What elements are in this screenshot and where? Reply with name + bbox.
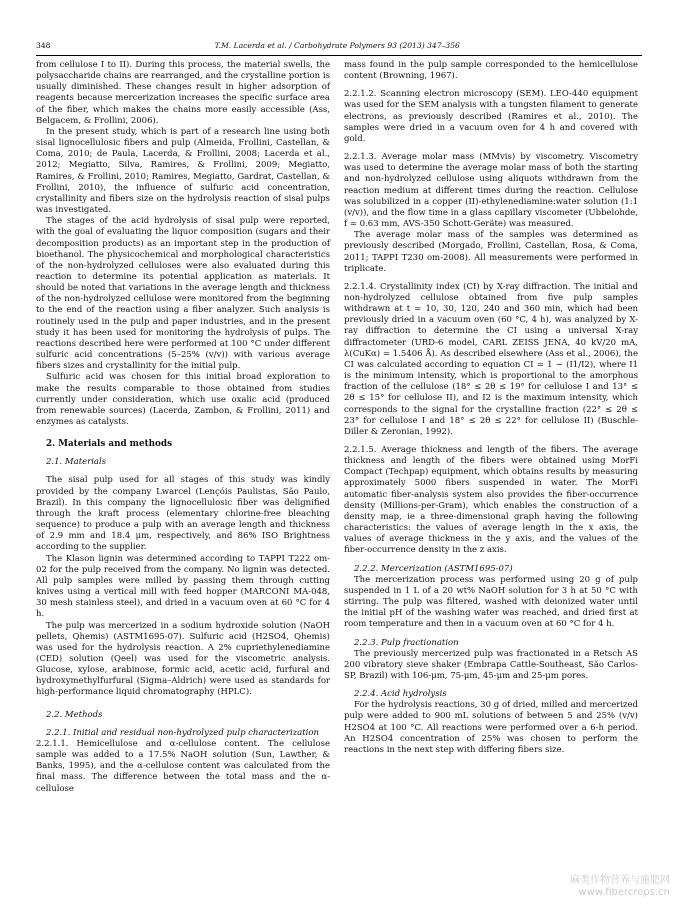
watermark-line: www.fibercrops.cn [578,887,670,898]
paragraph: mass found in the pulp sample corresponded to the hemicellulose content (Browning, 1967). [344,60,638,82]
subsection-heading: 2.1. Materials [46,457,107,468]
paragraph: The sisal pulp used for all stages of this study was kindly provided by the company Lwarcel (Lençóis Paulistas, São Paulo, Brazil). In this company the lignocellulosic fiber was delignified through the kraft process (elementary chlorine-free bleaching sequence) to produce a pulp with an average length and thickness of 2.9 mm and 18.4 μm, respectively, and 86% ISO Brightness according to the supplier. [36,475,330,553]
paragraph: The average molar mass of the samples was determined as previously described (Morgado, Frollini, Castellan, Rosa, & Coma, 2011; TAPPI T230 om-2008). All measurements were performed in triplicate. [344,230,638,274]
section-heading: 2. Materials and methods [46,439,173,450]
spacer [344,557,638,564]
watermark-line: 麻类作物营养与施肥网 [570,875,670,886]
paragraph: In the present study, which is part of a research line using both sisal lignocellulosic fibers and pulp (Almeida, Frollini, Castellan, & Coma, 2010; de Paula, Lacerda, & Frollini, 2008; Lacerda et al., 2012; Megiatto, Silva, Ramires, & Frollini, 2009; Megiatto, Ramires, & Frollini, 2010; Ramires, Megiatto, Gardrat, Castellan, & Frollini, 2010), the influence of sulfuric acid concentration, crystallinity and fibers size on the hydrolysis reaction of sisal pulps was investigated. [36,126,330,216]
subsubsection-heading: 2.2.3. Pulp fractionation [354,637,459,648]
subsection-heading: 2.2. Methods [46,709,103,720]
paragraph: The mercerization process was performed using 20 g of pulp suspended in 1 L of a 20 wt% NaOH solution for 3 h at 50 °C with stirring. The pulp was filtered, washed with deionized water until the initial pH of the washing water was reached, and dried first at room temperature and then in a vacuum oven at 60 °C for 4 h. [344,574,638,630]
paragraph: The previously mercerized pulp was fractionated in a Retsch AS 200 vibratory sieve shaker (Embrapa Cattle-Southeast, São Carlos-SP, Brazil) with 106-μm, 75-μm, 45-μm and 25-μm pores. [344,648,638,681]
spacer [344,275,638,282]
page-number: 348 [36,40,51,50]
left-column [36,60,330,795]
spacer [36,450,330,457]
paragraph: The Klason lignin was determined according to TAPPI T222 om-02 for the pulp received from the company. No lignin was detected. All pulp samples were milled by passing them through cutting knives using a vertical mill with feed hopper (MARCONI MA-048, 30 mesh stainless steel), and dried in a vacuum oven at 60 °C for 4 h. [36,553,330,620]
running-header [36,38,642,56]
subsubsection-heading: 2.2.4. Acid hydrolysis [354,689,447,700]
spacer [344,631,638,638]
right-column [344,60,638,756]
paragraph: The stages of the acid hydrolysis of sisal pulp were reported, with the goal of evaluating the liquor composition (sugars and their decomposition products) as an important step in the production of bioethanol. The physicochemical and morphological characteristics of the non-hydrolyzed celluloses were also evaluated during this reaction to determine its potential application as materials. It should be noted that variations in the average length and thickness of the non-hydrolyzed cellulose were monitored from the beginning to the end of the reaction using a fiber analyzer. Such analysis is routinely used in the pulp and paper industries, and in the present study it has been used for monitoring the hydrolysis of pulps. The reactions described here were performed at 100 °C under different sulfuric acid concentrations (5–25% (v/v)) with various average fibers sizes and crystallinity for the initial pulp. [36,216,330,372]
paragraph: For the hydrolysis reactions, 30 g of dried, milled and mercerized pulp were added to 900 mL solutions of between 5 and 25% (v/v) H2SO4 at 100 °C. All reactions were performed over a 6-h period. An H2SO4 concentration of 25% was chosen to perform the reactions in the next step with differing fibers size. [344,700,638,755]
paragraph: 2.2.1.1. Hemicellulose and α-cellulose content. The cellulose sample was added to a 17.5% NaOH solution (Sun, Lawther, & Banks, 1995), and the α-cellulose content was calculated from the final mass. The difference between the total mass and the α-cellulose [36,738,330,794]
paragraph: The pulp was mercerized in a sodium hydroxide solution (NaOH pellets, Qhemis) (ASTM1695-07). Sulfuric acid (H2SO4, Qhemis) was used for the hydrolysis reaction. A 2% cupriethylenediamine (CED) solution (Qeel) was used for the viscometric analysis. Glucose, xylose, arabinose, formic acid, acetic acid, furfural and hydroxymethylfurfural (Sigma–Aldrich) were used as standards for high-performance liquid chromatography (HPLC). [36,620,330,698]
paragraph: 2.2.1.4. Crystallinity index (CI) by X-ray diffraction. The initial and non-hydrolyzed cellulose obtained from five pulp samples withdrawn at t = 10, 30, 120, 240 and 360 min, which had been previously dried in a vacuum oven (60 °C, 4 h), was analyzed by X-ray diffraction to determine the CI using a universal X-ray diffractometer (URD-6 model, CARL ZEISS JENA, 40 kV/20 mA, λ(CuKα) = 1.5406 Å). As described elsewhere (Ass et al., 2006), the CI was calculated according to equation CI = 1 − (I1/I2), where I1 is the minimum intensity, which is proportional to the amorphous fraction of the cellulose (18° ≤ 2θ ≤ 19° for cellulose I and 13° ≤ 2θ ≤ 15° for cellulose II), and I2 is the maximum intensity, which corresponds to the signal for the crystalline fraction (22° ≤ 2θ ≤ 23° for cellulose I and 18° ≤ 2θ ≤ 22° for cellulose II) (Buschle-Diller & Zeronian, 1992). [344,281,638,437]
subsubsection-heading: 2.2.2. Mercerization (ASTM1695-07) [354,563,513,574]
paragraph: 2.2.1.2. Scanning electron microscopy (SEM). LEO-440 equipment was used for the SEM analysis with a tungsten filament to generate electrons, as previously described (Ramires et al., 2010). The samples were dried in a vacuum oven for 4 h and covered with gold. [344,89,638,144]
spacer [344,438,638,445]
spacer [36,468,330,475]
spacer [36,721,330,728]
running-title: T.M. Lacerda et al. / Carbohydrate Polymers 93 (2013) 347–356 [214,40,460,50]
paragraph: 2.2.1.3. Average molar mass (MMvis) by viscometry. Viscometry was used to determine the average molar mass of both the starting and non-hydrolyzed cellulose using aliquots withdrawn from the reaction medium at different times during the reaction. Cellulose was solubilized in a copper (II)-ethylenediamine:water solution (1:1 (v/v)), and the flow time in a glass capillary viscometer (Ubbelohde, f = 0.63 mm, AVS-350 Schott-Geräte) was measured. [344,152,638,230]
spacer [36,428,330,439]
watermark [570,875,670,899]
paragraph: from cellulose I to II). During this process, the material swells, the polysaccharide chains are rearranged, and the crystalline portion is usually diminished. These changes result in higher adsorption of reagents because mercerization increases the specific surface area of the fiber, which makes the chains more easily accessible (Ass, Belgacem, & Frollini, 2006). [36,60,330,126]
spacer [36,699,330,710]
paragraph: 2.2.1.5. Average thickness and length of the fibers. The average thickness and length of the fibers were obtained using MorFi Compact (Techpap) equipment, which obtains results by measuring approximately 5000 fibers suspended in water. The MorFi automatic fiber-analysis system also provides the fiber-occurrence density (Millions-per-Gram), which enables the construction of a density map, ie a three-dimensional graph having the following characteristics: the values of average length in the x axis, the values of average thickness in the y axis, and the values of the fiber-occurrence density in the z axis. [344,445,638,556]
spacer [344,682,638,689]
paragraph: Sulfuric acid was chosen for this initial broad exploration to make the results comparable to those obtained from studies currently under consideration, which use oxalic acid (produced from renewable sources) (Lacerda, Zambon, & Frollini, 2011) and enzymes as catalysts. [36,372,330,427]
subsubsection-heading: 2.2.1. Initial and residual non-hydrolyzed pulp characterization [46,727,319,738]
